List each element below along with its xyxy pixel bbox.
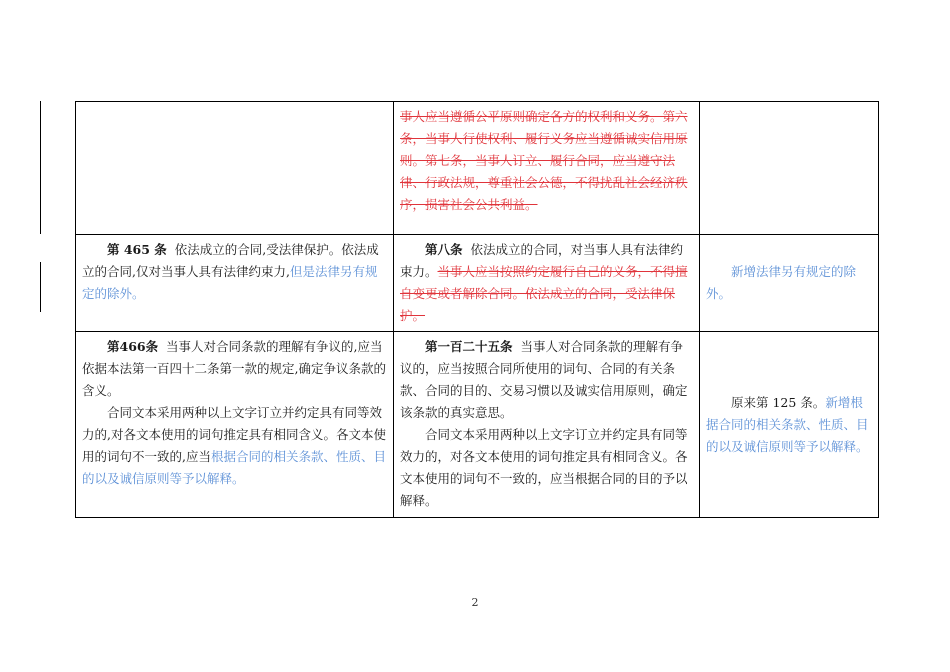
current-law-cell [394,235,700,332]
article-text: 依法成立的合同,受法律保护。依法成立的合同,仅对当事人具有法律约束力, [82,242,379,279]
deleted-text: 事人应当遵循公平原则确定各方的权利和义务。第六条，当事人行使权利、履行义务应当遵循诚实信用原则。第七条，当事人订立、履行合同，应当遵守法律、行政法规，尊重社会公德，不得扰乱社会经济秩序，损害社会公共利益。 [400,109,688,212]
draft-article [82,336,387,402]
page-number: 2 [471,596,479,609]
note [706,392,872,458]
note-added: 新增法律另有规定的除外。 [706,264,857,301]
article-text: 合同文本采用两种以上文字订立并约定具有同等效力的,对各文本使用的词句推定具有相同含义。各文本使用的词句不一致的,应当 [82,405,386,464]
current-law-cell [394,332,700,518]
draft-article [82,239,387,305]
draft-cell [76,102,394,235]
article-label: 第 465 条 [107,242,167,257]
note-plain: 原来第 125 条。 [731,394,826,410]
article-label: 第466条 [107,339,159,354]
note-cell [700,332,879,518]
article-text: 依法成立的合同，对当事人具有法律约束力。 [400,242,683,279]
deleted-text: 当事人应当按照约定履行自己的义务，不得擅自变更或者解除合同。依法成立的合同，受法律保护。 [400,264,688,323]
current-law-cell [394,102,700,235]
draft-cell [76,332,394,518]
added-text: 但是法律另有规定的除外。 [82,264,378,301]
article-text: 当事人对合同条款的理解有争议的，应当按照合同所使用的词句、合同的有关条款、合同的目的、交易习惯以及诚实信用原则，确定该条款的真实意思。 [400,339,688,420]
draft-paragraph-2 [82,402,387,490]
margin-bar-top [40,101,41,234]
table-row [76,102,879,235]
article-label: 第八条 [425,242,463,257]
current-article [400,336,693,424]
comparison-table [75,101,879,518]
table-row [76,235,879,332]
note-cell [700,235,879,332]
current-paragraph-2: 合同文本采用两种以上文字订立并约定具有同等效力的，对各文本使用的词句推定具有相同含义。各文本使用的词句不一致的，应当根据合同的目的予以解释。 [400,427,688,508]
note-cell [700,102,879,235]
note-added: 新增根据合同的相关条款、性质、目的以及诚信原则等予以解释。 [706,394,869,454]
added-text: 根据合同的相关条款、性质、目的以及诚信原则等予以解释。 [82,449,386,486]
article-label: 第一百二十五条 [425,339,513,354]
table-row [76,332,879,518]
margin-bar-bottom [40,262,41,312]
draft-cell [76,235,394,332]
article-text: 当事人对合同条款的理解有争议的,应当依据本法第一百四十二条第一款的规定,确定争议条款的含义。 [82,339,386,398]
current-article [400,239,693,327]
